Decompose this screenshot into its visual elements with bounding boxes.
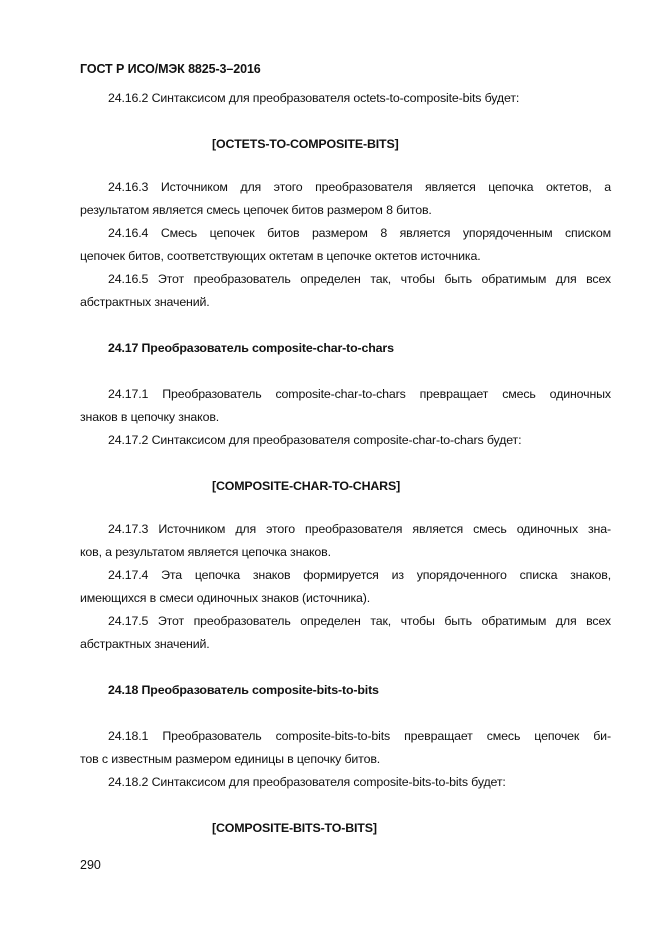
word: Эта bbox=[161, 568, 183, 582]
word: из bbox=[391, 568, 404, 582]
word: списком bbox=[565, 226, 611, 240]
section-heading-24-17: 24.17 Преобразователь composite-char-to-chars bbox=[108, 341, 394, 355]
word: для bbox=[235, 522, 257, 536]
word: определен bbox=[300, 272, 361, 286]
paragraph-24-16-3-line-2: результатом является смесь цепочек битов размером 8 битов. bbox=[80, 203, 432, 217]
word: списка bbox=[519, 568, 558, 582]
paragraph-24-16-5-line-2: абстрактных значений. bbox=[80, 295, 210, 309]
word: октетов, bbox=[545, 180, 592, 194]
word: 24.17.4 bbox=[108, 568, 149, 582]
word: зна- bbox=[588, 522, 611, 536]
paragraph-24-17-3-line-2: ков, а результатом является цепочка знаков. bbox=[80, 545, 331, 559]
word: упорядоченным bbox=[462, 226, 553, 240]
word: Источником bbox=[160, 180, 228, 194]
word: 24.16.5 bbox=[108, 272, 149, 286]
word: цепочка bbox=[194, 568, 241, 582]
paragraph-24-16-2: 24.16.2 Синтаксисом для преобразователя octets-to-composite-bits будет: bbox=[108, 91, 520, 105]
word: обратимым bbox=[481, 272, 547, 286]
word: превращает bbox=[404, 729, 473, 743]
word: является bbox=[412, 522, 464, 536]
paragraph-24-17-1-line-2: знаков в цепочку знаков. bbox=[80, 410, 220, 424]
word: упорядоченного bbox=[416, 568, 507, 582]
paragraph-24-17-5-line-1 bbox=[108, 613, 611, 629]
word: цепочек bbox=[534, 729, 580, 743]
word: является bbox=[399, 226, 451, 240]
paragraph-24-18-1-line-2: тов с известным размером единицы в цепочку битов. bbox=[80, 752, 381, 766]
syntax-octets-to-composite-bits: [OCTETS-TO-COMPOSITE-BITS] bbox=[212, 137, 399, 151]
word: знаков bbox=[252, 568, 291, 582]
word: Преобразователь bbox=[162, 729, 262, 743]
word: формируется bbox=[303, 568, 379, 582]
word: превращает bbox=[419, 387, 489, 401]
word: 24.17.1 bbox=[108, 387, 149, 401]
syntax-composite-bits-to-bits: [COMPOSITE-BITS-TO-BITS] bbox=[212, 821, 377, 835]
paragraph-24-18-1-line-1 bbox=[108, 728, 611, 744]
word: обратимым bbox=[481, 614, 547, 628]
word: чтобы bbox=[400, 272, 435, 286]
paragraph-24-16-3-line-1 bbox=[108, 179, 611, 195]
page-number: 290 bbox=[80, 858, 101, 872]
word: Смесь bbox=[160, 226, 198, 240]
syntax-composite-char-to-chars: [COMPOSITE-CHAR-TO-CHARS] bbox=[212, 479, 401, 493]
paragraph-24-17-3-line-1 bbox=[108, 521, 611, 537]
word: цепочка bbox=[488, 180, 534, 194]
word: смесь bbox=[502, 387, 536, 401]
word: размером bbox=[311, 226, 368, 240]
word: знаков, bbox=[570, 568, 611, 582]
word: 24.18.1 bbox=[108, 729, 149, 743]
word: цепочек bbox=[209, 226, 255, 240]
word: одиночных bbox=[516, 522, 578, 536]
word: для bbox=[240, 180, 262, 194]
word: 24.17.5 bbox=[108, 614, 149, 628]
word: для bbox=[555, 614, 577, 628]
word: так, bbox=[370, 272, 392, 286]
word: а bbox=[604, 180, 611, 194]
word: би- bbox=[593, 729, 611, 743]
word: Этот bbox=[157, 614, 185, 628]
word: определен bbox=[300, 614, 361, 628]
word: преобразователя bbox=[305, 522, 403, 536]
word: так, bbox=[370, 614, 392, 628]
paragraph-24-17-1-line-1 bbox=[108, 386, 611, 402]
word: одиночных bbox=[549, 387, 611, 401]
word: Преобразователь bbox=[162, 387, 262, 401]
paragraph-24-17-4-line-1 bbox=[108, 567, 611, 583]
paragraph-24-16-5-line-1 bbox=[108, 271, 611, 287]
word: всех bbox=[586, 614, 611, 628]
word: является bbox=[425, 180, 476, 194]
word: битов bbox=[267, 226, 300, 240]
paragraph-24-18-2: 24.18.2 Синтаксисом для преобразователя composite-bits-to-bits будет: bbox=[108, 775, 506, 789]
section-heading-24-18: 24.18 Преобразователь composite-bits-to-bits bbox=[108, 683, 379, 697]
word: быть bbox=[444, 272, 472, 286]
word: этого bbox=[266, 522, 295, 536]
paragraph-24-16-4-line-2: цепочек битов, соответствующих октетам в цепочке октетов источника. bbox=[80, 249, 481, 263]
word: быть bbox=[444, 614, 472, 628]
word: 8 bbox=[380, 226, 388, 240]
word: всех bbox=[586, 272, 611, 286]
paragraph-24-17-2: 24.17.2 Синтаксисом для преобразователя composite-char-to-chars будет: bbox=[108, 433, 522, 447]
word: преобразователя bbox=[315, 180, 413, 194]
paragraph-24-17-4-line-2: имеющихся в смеси одиночных знаков (источника). bbox=[80, 591, 371, 605]
word: 24.17.3 bbox=[108, 522, 149, 536]
word: смесь bbox=[486, 729, 521, 743]
word: composite-char-to-chars bbox=[275, 387, 406, 401]
word: преобразователь bbox=[193, 272, 291, 286]
word: для bbox=[555, 272, 577, 286]
word: преобразователь bbox=[193, 614, 291, 628]
paragraph-24-17-5-line-2: абстрактных значений. bbox=[80, 637, 210, 651]
word: этого bbox=[273, 180, 303, 194]
word: 24.16.3 bbox=[108, 180, 149, 194]
word: composite-bits-to-bits bbox=[275, 729, 391, 743]
word: Этот bbox=[157, 272, 185, 286]
word: чтобы bbox=[400, 614, 435, 628]
document-header: ГОСТ Р ИСО/МЭК 8825-3–2016 bbox=[80, 62, 261, 76]
word: смесь bbox=[473, 522, 507, 536]
word: Источником bbox=[158, 522, 226, 536]
paragraph-24-16-4-line-1 bbox=[108, 225, 611, 241]
word: 24.16.4 bbox=[108, 226, 149, 240]
